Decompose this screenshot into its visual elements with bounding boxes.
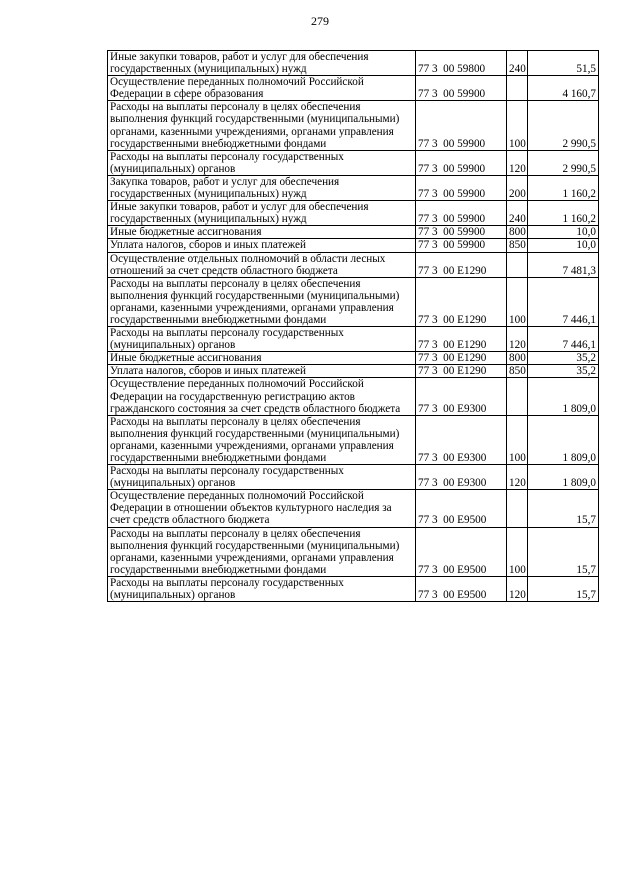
- budget-table: [107, 50, 599, 602]
- table-row: [108, 327, 599, 352]
- table-row: [108, 76, 599, 101]
- row-name: Расходы на выплаты персоналу в целях обеспечения выполнения функций государственными (муниципальными) органами, казенными учреждениями, органами управления государственными внебюджетными фондами: [108, 277, 416, 326]
- row-amount: 15,7: [528, 576, 599, 601]
- table-row: [108, 101, 599, 150]
- row-amount: 4 160,7: [528, 76, 599, 101]
- row-amount: 7 481,3: [528, 252, 599, 277]
- row-code: 77 3 00 59800: [416, 51, 507, 76]
- row-code: 77 3 00 Е9300: [416, 378, 507, 415]
- row-type: 120: [507, 465, 528, 490]
- row-type: 200: [507, 175, 528, 200]
- row-code: 77 3 00 Е1290: [416, 365, 507, 378]
- row-code: 77 3 00 Е1290: [416, 352, 507, 365]
- page-number: 279: [311, 14, 329, 28]
- table-row: [108, 378, 599, 415]
- row-type: 850: [507, 365, 528, 378]
- row-code: 77 3 00 59900: [416, 150, 507, 175]
- table-row: [108, 527, 599, 576]
- row-amount: 2 990,5: [528, 101, 599, 150]
- row-code: 77 3 00 59900: [416, 101, 507, 150]
- row-code: 77 3 00 Е1290: [416, 327, 507, 352]
- row-type: 120: [507, 576, 528, 601]
- row-code: 77 3 00 Е1290: [416, 252, 507, 277]
- table-row: [108, 415, 599, 464]
- row-code: 77 3 00 59900: [416, 76, 507, 101]
- row-amount: 51,5: [528, 51, 599, 76]
- row-type: [507, 252, 528, 277]
- table-row: [108, 352, 599, 365]
- row-code: 77 3 00 59900: [416, 175, 507, 200]
- row-type: [507, 490, 528, 527]
- row-amount: 1 809,0: [528, 378, 599, 415]
- row-amount: 7 446,1: [528, 327, 599, 352]
- row-type: 240: [507, 51, 528, 76]
- row-code: 77 3 00 Е9500: [416, 490, 507, 527]
- row-code: 77 3 00 Е9300: [416, 415, 507, 464]
- row-type: 100: [507, 101, 528, 150]
- row-type: [507, 378, 528, 415]
- row-code: 77 3 00 Е9500: [416, 576, 507, 601]
- row-type: 100: [507, 277, 528, 326]
- row-amount: 1 160,2: [528, 201, 599, 226]
- row-amount: 35,2: [528, 352, 599, 365]
- row-type: 240: [507, 201, 528, 226]
- row-type: 120: [507, 150, 528, 175]
- row-amount: 7 446,1: [528, 277, 599, 326]
- row-type: 800: [507, 352, 528, 365]
- row-name: Расходы на выплаты персоналу государственных (муниципальных) органов: [108, 465, 416, 490]
- table-row: [108, 226, 599, 239]
- row-code: 77 3 00 Е9500: [416, 527, 507, 576]
- row-amount: 1 809,0: [528, 465, 599, 490]
- table-row: [108, 51, 599, 76]
- row-code: 77 3 00 Е1290: [416, 277, 507, 326]
- row-code: 77 3 00 59900: [416, 226, 507, 239]
- row-name: Уплата налогов, сборов и иных платежей: [108, 239, 416, 252]
- table-row: [108, 365, 599, 378]
- table-row: [108, 150, 599, 175]
- row-code: 77 3 00 59900: [416, 201, 507, 226]
- row-code: 77 3 00 Е9300: [416, 465, 507, 490]
- row-amount: 15,7: [528, 527, 599, 576]
- row-type: 800: [507, 226, 528, 239]
- row-name: Уплата налогов, сборов и иных платежей: [108, 365, 416, 378]
- row-name: Иные закупки товаров, работ и услуг для обеспечения государственных (муниципальных) нужд: [108, 201, 416, 226]
- row-type: 850: [507, 239, 528, 252]
- row-name: Расходы на выплаты персоналу в целях обеспечения выполнения функций государственными (муниципальными) органами, казенными учреждениями, органами управления государственными внебюджетными фондами: [108, 415, 416, 464]
- row-name: Осуществление переданных полномочий Российской Федерации на государственную регистрацию актов гражданского состояния за счет средств областного бюджета: [108, 378, 416, 415]
- row-amount: 35,2: [528, 365, 599, 378]
- table-row: [108, 465, 599, 490]
- table-row: [108, 277, 599, 326]
- table-row: [108, 201, 599, 226]
- row-amount: 10,0: [528, 226, 599, 239]
- row-amount: 15,7: [528, 490, 599, 527]
- row-amount: 2 990,5: [528, 150, 599, 175]
- row-name: Расходы на выплаты персоналу в целях обеспечения выполнения функций государственными (муниципальными) органами, казенными учреждениями, органами управления государственными внебюджетными фондами: [108, 101, 416, 150]
- row-name: Расходы на выплаты персоналу государственных (муниципальных) органов: [108, 576, 416, 601]
- row-name: Расходы на выплаты персоналу в целях обеспечения выполнения функций государственными (муниципальными) органами, казенными учреждениями, органами управления государственными внебюджетными фондами: [108, 527, 416, 576]
- row-name: Иные бюджетные ассигнования: [108, 226, 416, 239]
- row-type: 120: [507, 327, 528, 352]
- row-amount: 1 809,0: [528, 415, 599, 464]
- row-name: Расходы на выплаты персоналу государственных (муниципальных) органов: [108, 327, 416, 352]
- table-row: [108, 239, 599, 252]
- table-row: [108, 175, 599, 200]
- row-name: Расходы на выплаты персоналу государственных (муниципальных) органов: [108, 150, 416, 175]
- row-amount: 1 160,2: [528, 175, 599, 200]
- table-row: [108, 576, 599, 601]
- row-name: Иные бюджетные ассигнования: [108, 352, 416, 365]
- row-name: Осуществление переданных полномочий Российской Федерации в отношении объектов культурного наследия за счет средств областного бюджета: [108, 490, 416, 527]
- row-name: Осуществление переданных полномочий Российской Федерации в сфере образования: [108, 76, 416, 101]
- table-row: [108, 252, 599, 277]
- row-type: [507, 76, 528, 101]
- row-code: 77 3 00 59900: [416, 239, 507, 252]
- row-name: Осуществление отдельных полномочий в области лесных отношений за счет средств областного бюджета: [108, 252, 416, 277]
- row-name: Закупка товаров, работ и услуг для обеспечения государственных (муниципальных) нужд: [108, 175, 416, 200]
- table-row: [108, 490, 599, 527]
- row-type: 100: [507, 527, 528, 576]
- row-amount: 10,0: [528, 239, 599, 252]
- row-name: Иные закупки товаров, работ и услуг для обеспечения государственных (муниципальных) нужд: [108, 51, 416, 76]
- row-type: 100: [507, 415, 528, 464]
